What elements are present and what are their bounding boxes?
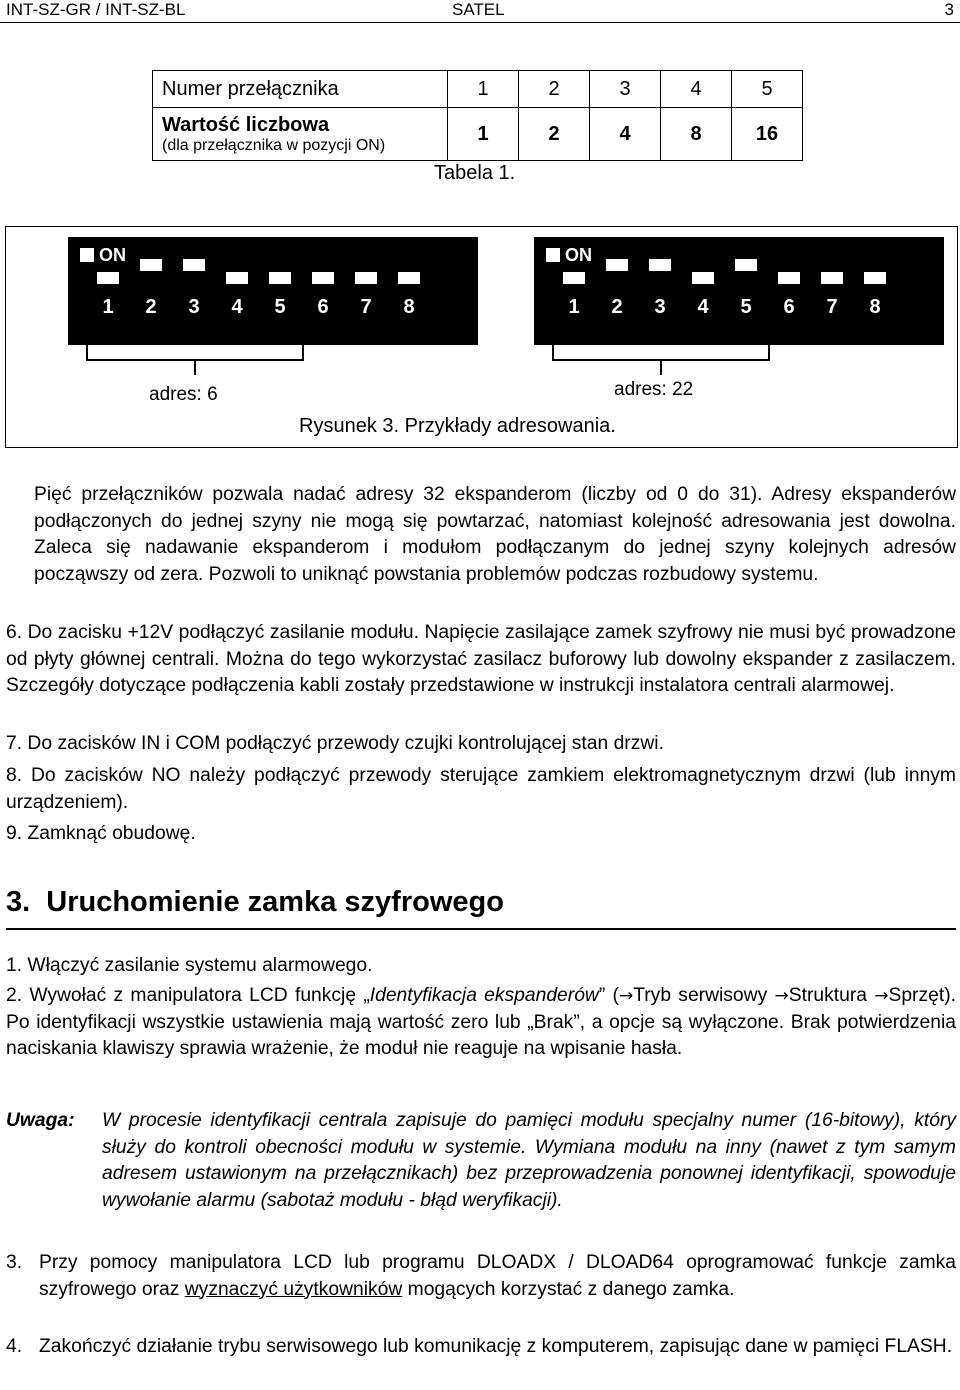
section-rule xyxy=(6,928,956,930)
table-caption: Tabela 1. xyxy=(434,162,516,184)
table-cell: 1 xyxy=(448,71,519,108)
on-label: ON xyxy=(546,245,618,265)
table-cell: 5 xyxy=(732,71,803,108)
dip-switch-right xyxy=(534,237,944,345)
section-title: Uruchomienie zamka szyfrowego xyxy=(46,886,504,918)
table-row xyxy=(153,108,803,161)
table-cell: 4 xyxy=(661,71,732,108)
arrow-icon: → xyxy=(774,986,789,1006)
dip-switch-left xyxy=(68,237,478,345)
switch-numbers: 1 2 3 4 5 6 7 8 xyxy=(568,296,881,318)
section-heading xyxy=(6,886,504,919)
function-name: Identyfikacja ekspanderów xyxy=(369,985,599,1006)
step-3-number: 3. xyxy=(6,1252,23,1273)
bracket-left xyxy=(86,339,304,361)
note-label: Uwaga: xyxy=(6,1110,75,1131)
arrow-icon: → xyxy=(874,986,889,1006)
table-cell: 2 xyxy=(519,71,590,108)
table-row-label xyxy=(153,108,448,161)
step-8: 8. Do zacisków NO należy podłączyć przewody sterujące zamkiem elektromagnetycznym drzwi (lub innym urządzeniem). xyxy=(6,765,956,813)
address-left-label: adres: 6 xyxy=(149,384,218,405)
page-header xyxy=(0,0,960,23)
table-cell: 4 xyxy=(590,108,661,161)
startup-step-2: 2. Wywołać z manipulatora LCD funkcję „Identyfikacja ekspanderów” (→Tryb serwisowy →Struktura →Sprzęt). Po identyfikacji wszystkie ustawienia mają wartość zero lub „Brak”, a opcje są wyłączone. Brak potwierdzenia naciskania klawiszy sprawia wrażenie, że moduł nie reaguje na wpisanie hasła. xyxy=(6,985,956,1059)
switch-values-table xyxy=(152,70,803,161)
addressing-figure xyxy=(5,226,958,448)
step-9: 9. Zamknąć obudowę. xyxy=(6,823,196,844)
table-cell: 2 xyxy=(519,108,590,161)
step-7: 7. Do zacisków IN i COM podłączyć przewody czujki kontrolującej stan drzwi. xyxy=(6,733,664,754)
arrow-icon: → xyxy=(618,986,634,1006)
header-brand: SATEL xyxy=(452,0,505,19)
on-label: ON xyxy=(80,245,152,265)
bracket-right xyxy=(552,339,770,361)
startup-step-1: 1. Włączyć zasilanie systemu alarmowego. xyxy=(6,955,373,976)
step-6: 6. Do zacisku +12V podłączyć zasilanie modułu. Napięcie zasilające zamek szyfrowy nie musi być prowadzone od płyty głównej centrali. Można do tego wykorzystać zasilacz buforowy lub dowolny ekspander z zasilaczem. Szczegóły dotyczące podłączenia kabli zostały przedstawione w instrukcji instalatora centrali alarmowej. xyxy=(6,622,956,696)
table-cell: 1 xyxy=(448,108,519,161)
value-sublabel: (dla przełącznika w pozycji ON) xyxy=(162,136,386,154)
table-cell: 16 xyxy=(732,108,803,161)
value-label: Wartość liczbowa xyxy=(162,113,330,136)
figure-caption: Rysunek 3. Przykłady adresowania. xyxy=(299,415,616,437)
startup-step-3: Przy pomocy manipulatora LCD lub programu DLOADX / DLOAD64 oprogramować funkcje zamka szyfrowego oraz wyznaczyć użytkowników mogących korzystać z danego zamka. xyxy=(39,1252,956,1300)
address-right-label: adres: 22 xyxy=(614,379,694,400)
header-model: INT-SZ-GR / INT-SZ-BL xyxy=(6,0,186,19)
switch-numbers: 1 2 3 4 5 6 7 8 xyxy=(102,296,415,318)
table-row xyxy=(153,71,803,108)
header-page-number: 3 xyxy=(944,0,954,19)
step-4-number: 4. xyxy=(6,1336,23,1357)
startup-step-4: Zakończyć działanie trybu serwisowego lub komunikację z komputerem, zapisując dane w pamięci FLASH. xyxy=(39,1336,953,1357)
note-text: W procesie identyfikacji centrala zapisuje do pamięci modułu specjalny numer (16-bitowy), który służy do kontroli obecności modułu w systemie. Wymiana modułu na inny (nawet z tym samym adresem ustawionym na przełącznikach) bez przeprowadzenia ponownej identyfikacji, spowoduje wywołanie alarmu (sabotaż modułu - błąd weryfikacji). xyxy=(102,1110,956,1211)
users-link[interactable]: wyznaczyć użytkowników xyxy=(184,1278,403,1300)
section-number: 3. xyxy=(6,886,31,918)
table-cell: 3 xyxy=(590,71,661,108)
addressing-paragraph: Pięć przełączników pozwala nadać adresy 32 ekspanderom (liczby od 0 do 31). Adresy ekspanderów podłączonych do jednej szyny nie mogą się powtarzać, natomiast kolejność adresowania jest dowolna. Zaleca się nadawanie ekspanderom i modułom podłączanym do jednej szyny kolejnych adresów począwszy od zera. Pozwoli to uniknąć powstania problemów podczas rozbudowy systemu. xyxy=(34,484,956,585)
table-cell: 8 xyxy=(661,108,732,161)
table-row-label: Numer przełącznika xyxy=(153,71,448,108)
